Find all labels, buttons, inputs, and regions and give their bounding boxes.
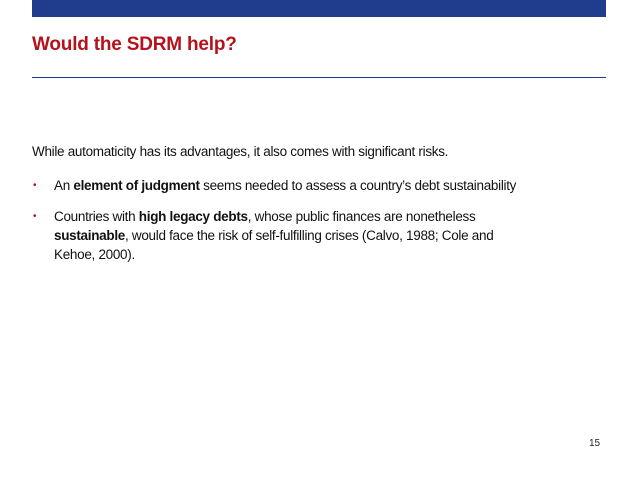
slide-title: Would the SDRM help? bbox=[32, 34, 237, 55]
bullet-line bbox=[54, 207, 592, 226]
bullet-item-judgment bbox=[32, 176, 592, 195]
slide-body bbox=[32, 142, 592, 276]
bullet-text: , whose public finances are nonetheless bbox=[247, 209, 476, 224]
title-divider bbox=[32, 77, 606, 78]
bullet-text: seems needed to assess a country’s debt sustainability bbox=[199, 178, 517, 193]
bullet-item-legacy-debts bbox=[32, 207, 592, 264]
bullet-emphasis: high legacy debts bbox=[138, 209, 248, 224]
bullet-line: Kehoe, 2000). bbox=[54, 247, 135, 262]
bullet-icon: • bbox=[33, 211, 37, 222]
bullet-line bbox=[54, 176, 592, 195]
top-accent-bar bbox=[32, 0, 606, 17]
bullet-text: An bbox=[54, 178, 74, 193]
bullet-emphasis: element of judgment bbox=[73, 178, 200, 193]
page-number: 15 bbox=[589, 438, 601, 449]
bullet-emphasis: sustainable bbox=[54, 228, 125, 243]
bullet-line bbox=[54, 226, 592, 245]
intro-text: While automaticity has its advantages, it also comes with significant risks. bbox=[32, 144, 449, 159]
bullet-list bbox=[32, 176, 592, 264]
bullet-text: Countries with bbox=[54, 209, 139, 224]
bullet-icon: • bbox=[33, 180, 37, 191]
bullet-text: , would face the risk of self-fulfilling crises (Calvo, 1988; Cole and bbox=[124, 228, 494, 243]
